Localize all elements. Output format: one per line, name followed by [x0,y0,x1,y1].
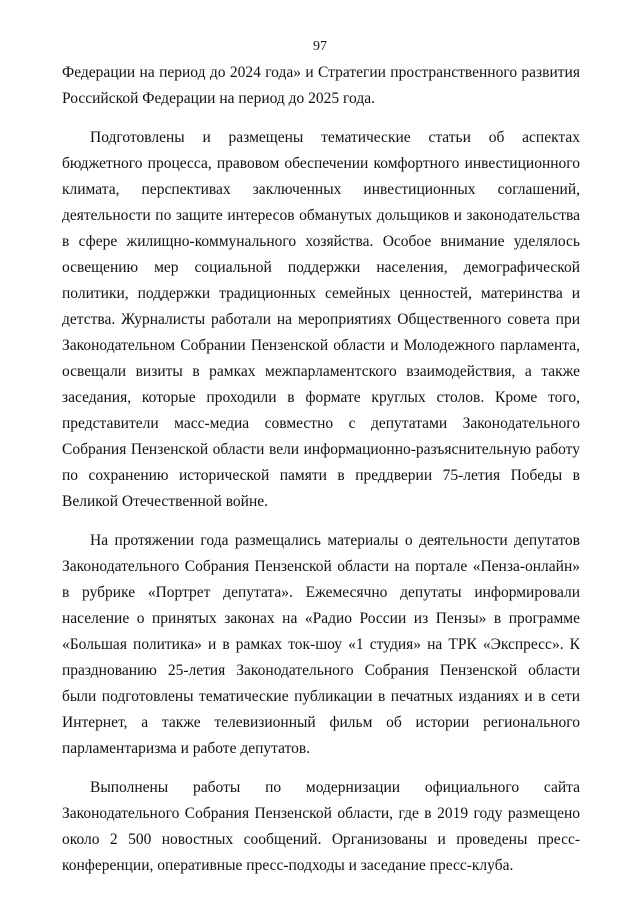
paragraph-publications: Подготовлены и размещены тематические статьи об аспектах бюджетного процесса, правовом обеспечении комфортного инвестиционного климата, перспективах заключенных инвестиционных соглашений, деятельности по защите интересов обманутых дольщиков и законодательства в сфере жилищно-коммунального хозяйства. Особое внимание уделялось освещению мер социальной поддержки населения, демографической политики, поддержки традиционных семейных ценностей, материнства и детства. Журналисты работали на мероприятиях Общественного совета при Законодательном Собрании Пензенской области и Молодежного парламента, освещали визиты в рамках межпарламентского взаимодействия, а также заседания, которые проходили в формате круглых столов. Кроме того, представители масс-медиа совместно с депутатами Законодательного Собрания Пензенской области вели информационно-разъяснительную работу по сохранению исторической памяти в преддверии 75-летия Победы в Великой Отечественной войне. [62,129,580,510]
paragraph-continuation: Федерации на период до 2024 года» и Стратегии пространственного развития Российской Федерации на период до 2025 года. [62,64,580,107]
page-number: 97 [313,39,327,54]
document-body [62,60,580,879]
paragraph-media-activity: На протяжении года размещались материалы о деятельности депутатов Законодательного Собрания Пензенской области на портале «Пенза-онлайн» в рубрике «Портрет депутата». Ежемесячно депутаты информировали население о принятых законах на «Радио России из Пензы» в программе «Большая политика» и в рамках ток-шоу «1 студия» на ТРК «Экспресс». К празднованию 25-летия Законодательного Собрания Пензенской области были подготовлены тематические публикации в печатных изданиях и в сети Интернет, а также телевизионный фильм об истории регионального парламентаризма и работе депутатов. [62,532,580,757]
paragraph-website: Выполнены работы по модернизации официального сайта Законодательного Собрания Пензенской области, где в 2019 году размещено около 2 500 новостных сообщений. Организованы и проведены пресс-конференции, оперативные пресс-подходы и заседание пресс-клуба. [62,779,580,874]
